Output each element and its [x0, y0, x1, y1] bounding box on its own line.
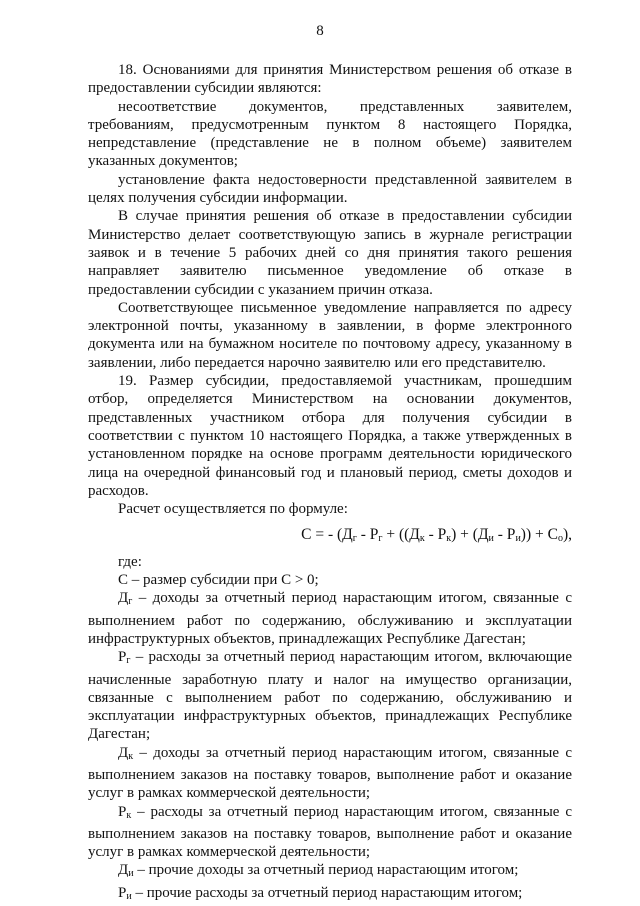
paragraph-18-notification: Соответствующее письменное уведомление направляется по адресу электронной почты, указанному в заявлении, в форме электронного документа или на бумажном носителе по почтовому адресу, указанному в заявлении, либо передается нарочно заявителю или его представителю. — [88, 299, 572, 371]
where-label: где: — [118, 553, 142, 570]
paragraph-18-reason-2: установление факта недостоверности представленной заявителем в целях получения субсидии информации. — [88, 171, 572, 207]
definition-c: С – размер субсидии при С > 0; — [118, 572, 319, 589]
paragraph-19-formula-intro: Расчет осуществляется по формуле: — [118, 501, 348, 518]
definition-dk: $Д_к$ – доходы за отчетный период нарастающим итогом, связанные с выполнением заказов на поставку товаров, выполнение работ и оказание услуг в рамках коммерческой деятельности; — [88, 744, 572, 802]
definition-rk: $Р_к$ – расходы за отчетный период нарастающим итогом, связанные с выполнением заказов на поставку товаров, выполнение работ и оказание услуг в рамках коммерческой деятельности; — [88, 803, 572, 861]
paragraph-19: 19. Размер субсидии, предоставляемой участникам, прошедшим отбор, определяется Министерством на основании документов, представленных участником отбора для получения субсидии в соответствии с пунктом 10 настоящего Порядка, а также утвержденных в установленном порядке на основе программ деятельности юридического лица на очередной финансовый год и плановый период, сметы доходов и расходов. — [88, 373, 572, 499]
definition-di: $Д_и$ – прочие доходы за отчетный период нарастающим итогом; — [118, 862, 519, 880]
definition-dg: $Д_г$ – доходы за отчетный период нарастающим итогом, связанные с выполнением работ по содержанию, обслуживанию и эксплуатации инфраструктурных объектов, принадлежащих Республике Дагестан; — [88, 590, 572, 647]
paragraph-18: 18. Основаниями для принятия Министерством решения об отказе в предоставлении субсидии являются: — [88, 62, 572, 97]
document-body — [88, 61, 572, 906]
paragraph-18-refusal: В случае принятия решения об отказе в предоставлении субсидии Министерство делает соответствующую запись в журнале регистрации заявок и в течение 5 рабочих дней со дня принятия такого решения направляет заявителю письменное уведомление об отказе в предоставлении субсидии с указанием причин отказа. — [88, 208, 572, 298]
paragraph-18-reason-1: несоответствие документов, представленных заявителем, требованиям, предусмотренным пунктом 8 настоящего Порядка, непредставление (представление не в полном объеме) заявителем указанных документов; — [88, 98, 572, 170]
definition-ri: $Р_и$ – прочие расходы за отчетный период нарастающим итогом; — [118, 884, 523, 902]
definition-rg: $Р_г$ – расходы за отчетный период нарастающим итогом, включающие начисленные заработную плату и налог на имущество организации, связанные с выполнением работ по содержанию, обслуживанию и эксплуатации инфраструктурных объектов, принадлежащих Республике Дагестан; — [88, 649, 572, 743]
page-number: 8 — [316, 23, 324, 39]
subsidy-formula: С = - $(Д_г - Р_г + ((Д_к - Р_к) + (Д_и - Р_и)) + С_о)$, — [301, 526, 572, 545]
